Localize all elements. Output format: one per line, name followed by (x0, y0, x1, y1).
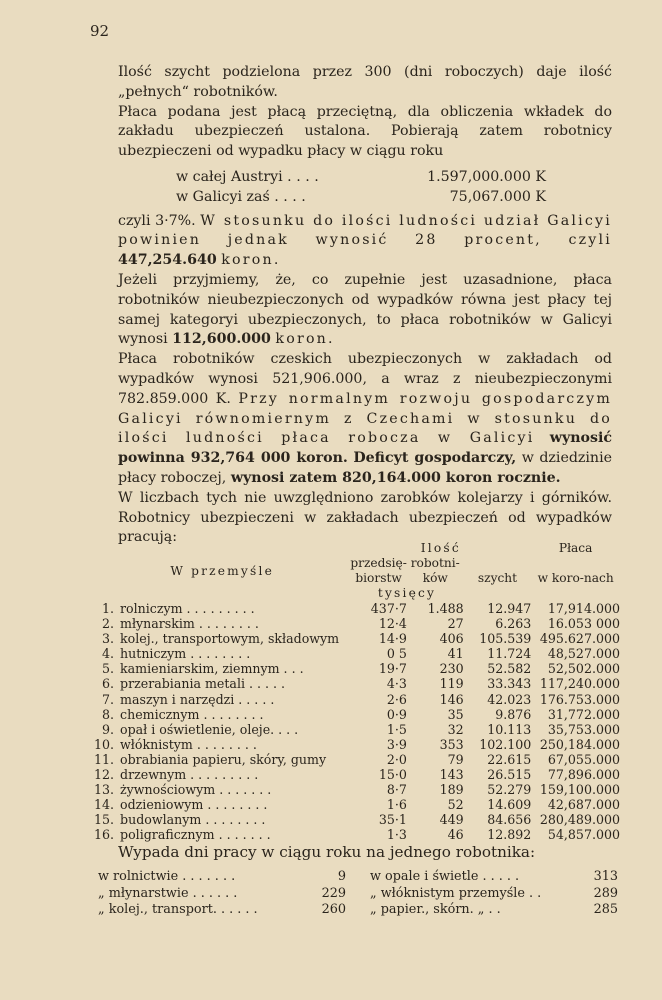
enterprises-value: 437·7 (370, 601, 407, 616)
workers-value: 406 (439, 631, 464, 647)
days-value: 9 (337, 869, 346, 884)
industry-name: hutniczym . . . . . . . . (120, 646, 251, 662)
table-body (94, 601, 620, 843)
table-row (94, 631, 620, 646)
table-row (94, 676, 620, 691)
wage-sums (176, 168, 612, 208)
industry-name: budowlanym . . . . . . . . (120, 812, 266, 828)
shifts-value: 12.947 (487, 601, 532, 616)
shifts-value: 42.023 (487, 691, 532, 707)
shifts-value: 52.279 (487, 782, 532, 798)
days-heading: Wypada dni pracy w ciągu roku na jednego robotnika: (118, 843, 536, 861)
row-number: 11. (94, 751, 115, 767)
industry-name: kamieniarskim, ziemnym . . . (120, 661, 304, 677)
workers-value: 27 (447, 616, 464, 632)
enterprises-value: 2·6 (386, 691, 407, 707)
wage-value: 54,857.000 (547, 827, 620, 843)
sum-row (176, 168, 546, 188)
enterprises-value: 1·3 (386, 827, 407, 843)
workers-value: 52 (447, 797, 464, 813)
table-row (94, 812, 620, 827)
wage-value: 117,240.000 (539, 676, 620, 692)
shifts-value: 22.615 (487, 751, 532, 767)
wage-value: 42,687.000 (547, 797, 620, 813)
enterprises-value: 4·3 (386, 676, 407, 692)
header-wage-unit: w koro-nach (537, 571, 614, 585)
days-row (98, 869, 618, 886)
table-row (94, 646, 620, 661)
row-number: 6. (102, 676, 115, 692)
wage-value: 176.753.000 (539, 691, 620, 707)
shifts-value: 12.892 (487, 827, 532, 843)
days-entry (98, 886, 346, 903)
row-number: 16. (94, 827, 115, 843)
wage-value: 35,753.000 (547, 721, 620, 737)
sum-label: w Galicyi zaś . . . . (176, 188, 306, 205)
wage-value: 48,527.000 (547, 646, 620, 662)
workers-value: 35 (447, 706, 464, 722)
workers-value: 32 (447, 721, 464, 737)
workers-value: 449 (439, 812, 464, 828)
page-number: 92 (90, 22, 110, 40)
days-row (98, 886, 618, 903)
days-entry (370, 869, 618, 886)
row-number: 3. (102, 631, 115, 647)
table-row (94, 797, 620, 812)
header-industry: W przemyśle (170, 563, 274, 578)
shifts-value: 33.343 (487, 676, 532, 692)
industry-name: przerabiania metali . . . . . (120, 676, 286, 692)
row-number: 7. (102, 691, 115, 707)
text-span: czyli 3·7%. (118, 212, 196, 229)
days-entry (98, 902, 346, 919)
row-number: 4. (102, 646, 115, 662)
spaced-text: Przy normalnym rozwoju gospodarczym Galicyi równomiernym z Czechami w stosunku do ilości ludności płaca robocza w Galicyi (118, 390, 612, 447)
paragraph (118, 212, 612, 271)
enterprises-value: 19·7 (378, 661, 407, 677)
paragraph: W liczbach tych nie uwzględniono zarobków kolejarzy i górników. Robotnicy ubezpieczeni w zakładach ubezpieczeń od wypadków pracują: (118, 489, 612, 546)
row-number: 1. (102, 601, 115, 616)
industry-name: włóknistym . . . . . . . . (120, 736, 257, 752)
header-group: Ilość (420, 541, 461, 555)
enterprises-value: 12·4 (378, 616, 407, 632)
industry-name: opał i oświetlenie, oleje. . . . (120, 721, 299, 737)
days-value: 289 (593, 885, 618, 901)
industry-name: poligraficznym . . . . . . . (120, 827, 271, 843)
bold-text: wynosić powinna 932,764 000 koron. (118, 430, 612, 467)
days-value: 260 (321, 902, 346, 917)
industry-table (94, 541, 620, 843)
days-label: w opale i świetle . . . . . (370, 869, 520, 884)
text-span: Jeżeli przyjmiemy, że, co zupełnie jest uzasadnione, płaca robotników nieubezpieczonych od wypadków równa jest płacy tej samej kategoryi ubezpieczonych, to płaca robotników w Galicyi wynosi (118, 271, 612, 348)
sum-value: 75,067.000 K (449, 188, 546, 205)
days-value: 313 (593, 869, 618, 884)
days-value: 229 (321, 885, 346, 901)
workers-value: 41 (447, 646, 464, 662)
workers-value: 353 (439, 736, 464, 752)
shifts-value: 6.263 (495, 616, 532, 632)
enterprises-value: 14·9 (378, 631, 407, 647)
text-span: w dziedzinie płacy roboczej, (118, 450, 613, 486)
row-number: 5. (102, 661, 115, 677)
row-number: 14. (94, 797, 115, 813)
days-entry (98, 869, 346, 886)
table-row (94, 661, 620, 676)
shifts-value: 84.656 (487, 812, 532, 828)
header-workers: robotni-ków (410, 556, 460, 585)
table-row (94, 616, 620, 631)
industry-name: chemicznym . . . . . . . . (120, 706, 264, 722)
row-number: 12. (94, 767, 115, 783)
header-enterprises: przedsię-biorstw (350, 556, 407, 585)
wage-value: 77,896.000 (547, 767, 620, 783)
days-list (98, 869, 618, 919)
days-label: „ kolej., transport. . . . . . (98, 902, 258, 917)
days-label: „ młynarstwie . . . . . . (98, 885, 238, 901)
shifts-value: 14.609 (487, 797, 532, 813)
days-label: w rolnictwie . . . . . . . (98, 869, 236, 884)
sum-value: 1.597,000.000 K (427, 168, 546, 185)
header-thousands: tysięcy (377, 586, 437, 600)
workers-value: 1.488 (427, 601, 464, 616)
industry-name: obrabiania papieru, skóry, gumy (120, 751, 327, 767)
table-row (94, 722, 620, 737)
days-label: „ włóknistym przemyśle . . (370, 885, 542, 901)
enterprises-value: 1·5 (386, 721, 407, 737)
row-number: 13. (94, 782, 115, 798)
industry-name: żywnościowym . . . . . . . (120, 782, 272, 798)
workers-value: 146 (439, 691, 464, 707)
days-row (98, 902, 618, 919)
bold-figure: 447,254.640 (118, 252, 217, 269)
industry-name: drzewnym . . . . . . . . . (120, 767, 259, 783)
bold-figure: 112,600.000 (172, 331, 271, 348)
spaced-text: koron. (275, 331, 335, 348)
table-row (94, 827, 620, 842)
wage-value: 495.627.000 (539, 631, 620, 647)
shifts-value: 10.113 (487, 721, 532, 737)
shifts-value: 11.724 (487, 646, 532, 662)
row-number: 10. (94, 736, 115, 752)
enterprises-value: 3·9 (386, 736, 407, 752)
wage-value: 52,502.000 (547, 661, 620, 677)
table-row (94, 707, 620, 722)
enterprises-value: 0 5 (386, 646, 407, 662)
enterprises-value: 0·9 (386, 706, 407, 722)
enterprises-value: 8·7 (386, 782, 407, 798)
shifts-value: 26.515 (487, 767, 532, 783)
industry-name: maszyn i narzędzi . . . . . (120, 691, 275, 707)
workers-value: 119 (439, 676, 464, 692)
paragraph (118, 271, 612, 350)
industry-name: kolej., transportowym, składowym (120, 631, 340, 647)
sum-row (176, 188, 546, 208)
body-text (118, 63, 612, 548)
paragraph: Ilość szycht podzielona przez 300 (dni roboczych) daje ilość „pełnych“ robotników. (118, 64, 612, 100)
enterprises-value: 15·0 (378, 767, 407, 783)
wage-value: 280,489.000 (539, 812, 620, 828)
workers-value: 79 (447, 751, 464, 767)
table-row (94, 737, 620, 752)
wage-value: 159,100.000 (539, 782, 620, 798)
row-number: 15. (94, 812, 115, 828)
text-span: Płaca robotników czeskich ubezpieczonych w zakładach od wypadków wynosi 521,906.000, a wraz z nieubezpieczonymi 782.859.000 K. (118, 351, 612, 407)
table-row (94, 752, 620, 767)
paragraph: Płaca podana jest płacą przeciętną, dla obliczenia wkładek do zakładu ubezpieczeń ustalona. Pobierają zatem robotnicy ubezpieczeni od wypadku płacy w ciągu roku (118, 103, 612, 160)
table-row (94, 601, 620, 616)
industry-name: odzieniowym . . . . . . . . (120, 797, 268, 813)
shifts-value: 9.876 (495, 706, 532, 722)
shifts-value: 102.100 (479, 736, 532, 752)
workers-value: 189 (439, 782, 464, 798)
shifts-value: 52.582 (487, 661, 532, 677)
header-wage: Płaca (558, 541, 593, 555)
table-row (94, 692, 620, 707)
row-number: 9. (102, 721, 115, 737)
table-row (94, 767, 620, 782)
table-row (94, 782, 620, 797)
wage-value: 250,184.000 (539, 736, 620, 752)
wage-value: 16.053 000 (547, 616, 620, 632)
days-entry (370, 886, 618, 903)
sum-label: w całej Austryi . . . . (176, 168, 319, 185)
industry-name: młynarskim . . . . . . . . (120, 616, 259, 632)
paragraph (118, 350, 612, 489)
spaced-text: W stosunku do ilości ludności udział Galicyi powinien jednak wynosić 28 procent, czyli (118, 212, 612, 249)
enterprises-value: 1·6 (386, 797, 407, 813)
shifts-value: 105.539 (479, 631, 532, 647)
enterprises-value: 2·0 (386, 751, 407, 767)
wage-value: 17,914.000 (547, 601, 620, 616)
row-number: 2. (102, 616, 115, 632)
workers-value: 143 (439, 767, 464, 783)
industry-name: rolniczym . . . . . . . . . (120, 601, 255, 616)
workers-value: 230 (439, 661, 464, 677)
header-shifts: szycht (477, 571, 518, 585)
wage-value: 31,772.000 (547, 706, 620, 722)
enterprises-value: 35·1 (378, 812, 407, 828)
days-label: „ papier., skórn. „ . . (370, 902, 501, 917)
days-entry (370, 902, 618, 919)
spaced-text: koron. (221, 252, 281, 269)
row-number: 8. (102, 706, 115, 722)
wage-value: 67,055.000 (547, 751, 620, 767)
workers-value: 46 (447, 827, 464, 843)
bold-text: wynosi zatem 820,164.000 koron rocznie. (230, 469, 561, 486)
bold-text: Deficyt gospodarczy, (353, 450, 517, 467)
days-value: 285 (593, 902, 618, 917)
